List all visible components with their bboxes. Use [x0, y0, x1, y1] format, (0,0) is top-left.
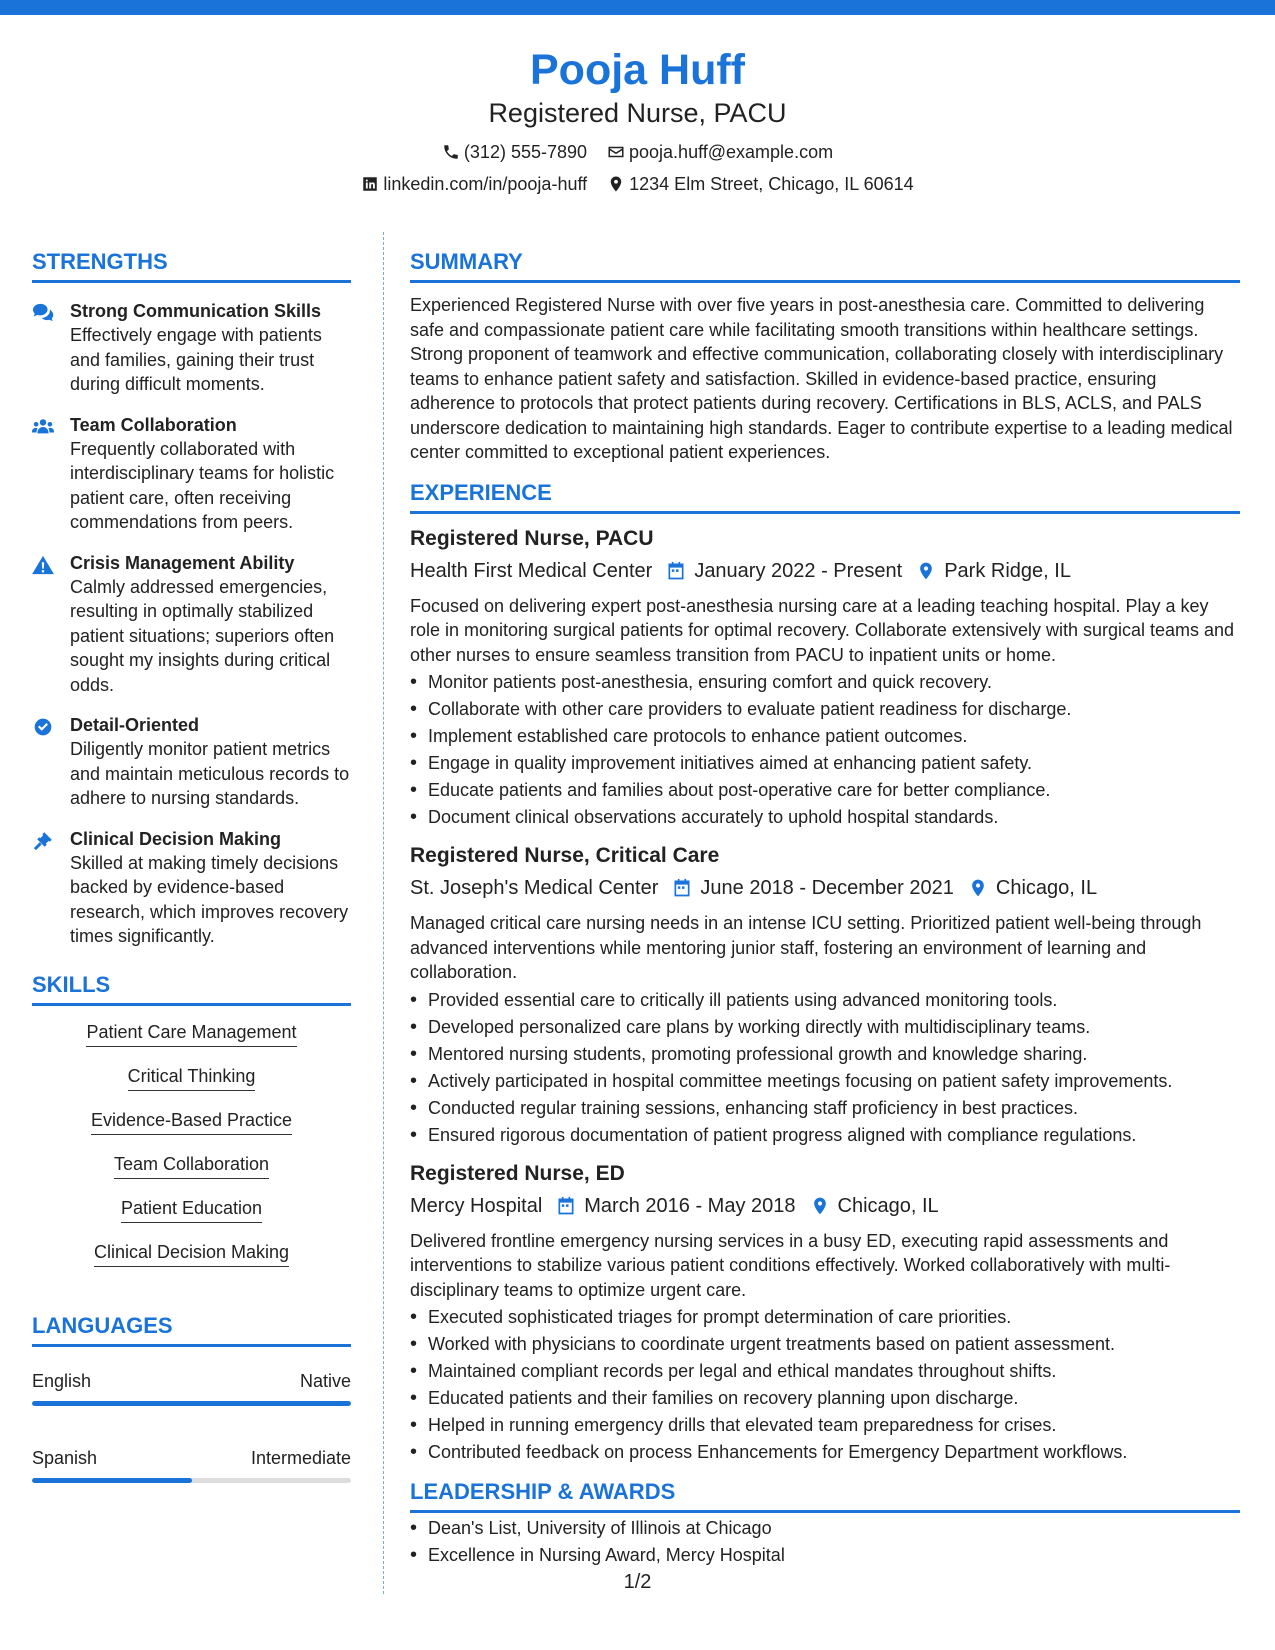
job-title: Registered Nurse, ED [410, 1161, 625, 1185]
top-accent-bar [0, 0, 1275, 15]
skill-tag: Team Collaboration [114, 1152, 269, 1179]
contact-line-2 [0, 172, 1275, 196]
bullet-item: • Document clinical observations accurately to uphold hospital standards. [410, 804, 1240, 831]
strength-text: Diligently monitor patient metrics and maintain meticulous records to adhere to nursing standards. [70, 739, 350, 808]
linkedin-icon [361, 175, 379, 193]
strength-item [32, 413, 351, 535]
strength-heading: Detail-Oriented [70, 715, 200, 735]
skill-tag: Critical Thinking [128, 1064, 256, 1091]
job-company: Health First Medical Center [410, 559, 653, 582]
job-company: St. Joseph's Medical Center [410, 877, 659, 899]
experience-title: EXPERIENCE [410, 479, 1240, 514]
calendar-icon [666, 561, 686, 581]
job-location: Park Ridge, IL [944, 559, 1071, 582]
email-contact[interactable] [607, 140, 833, 164]
job-description: Delivered frontline emergency nursing services in a busy ED, executing rapid assessments and interventions to stabilize various patient conditions effectively. Worked collaboratively with multi-disciplinary teams to optimize urgent care. [410, 1230, 1171, 1300]
phone-icon [442, 143, 460, 161]
contact-line-1 [0, 140, 1275, 164]
skill-tag: Patient Education [121, 1196, 262, 1223]
map-marker-icon [968, 878, 988, 898]
map-marker-icon [607, 175, 625, 193]
candidate-name: Pooja Huff [530, 46, 745, 94]
bullet-item: • Ensured rigorous documentation of patient progress aligned with compliance regulations. [410, 1122, 1240, 1149]
linkedin-contact[interactable] [361, 172, 587, 196]
language-name: English [32, 1370, 92, 1391]
strength-text: Calmly addressed emergencies, resulting in optimally stabilized patient situations; superiors often sought my insights during critical odds. [70, 576, 335, 695]
page-number: 1/2 [623, 1571, 652, 1593]
resume-header [0, 42, 1275, 196]
bullet-item: • Provided essential care to critically ill patients using advanced monitoring tools. [410, 987, 1240, 1014]
job-description: Focused on delivering expert post-anesthesia nursing care at a leading teaching hospital. Play a key role in monitoring surgical patients for optimal recovery. Collaborate extensively with surgical teams and other nurses to ensure seamless transition from PACU to inpatient units or home. [410, 595, 1235, 665]
skills-title: SKILLS [32, 971, 351, 1006]
left-column [32, 248, 351, 1483]
strength-item [32, 551, 351, 698]
right-column [410, 248, 1240, 1569]
bullet-item: • Helped in running emergency drills that elevated team preparedness for crises. [410, 1412, 1240, 1439]
bullet-item: • Monitor patients post-anesthesia, ensuring comfort and quick recovery. [410, 669, 1240, 696]
address-contact [607, 172, 914, 196]
job-bullets [410, 987, 1240, 1149]
bullet-item: • Developed personalized care plans by working directly with multidisciplinary teams. [410, 1014, 1240, 1041]
job-bullets [410, 669, 1240, 831]
language-proficiency-bar [32, 1401, 351, 1406]
language-level: Native [299, 1370, 351, 1391]
email-text: pooja.huff@example.com [629, 142, 834, 162]
phone-text: (312) 555-7890 [463, 142, 588, 162]
job-entry [410, 841, 1240, 1149]
bullet-item: • Actively participated in hospital committee meetings focusing on patient safety improvements. [410, 1068, 1240, 1095]
award-item: • Dean's List, University of Illinois at Chicago [410, 1515, 1240, 1542]
job-dates: March 2016 - May 2018 [584, 1194, 796, 1217]
envelope-icon [607, 143, 625, 161]
bullet-item: • Mentored nursing students, promoting professional growth and knowledge sharing. [410, 1041, 1240, 1068]
job-location: Chicago, IL [837, 1194, 939, 1217]
strength-text: Effectively engage with patients and families, gaining their trust during difficult moments. [70, 325, 322, 394]
users-icon [32, 417, 54, 437]
strength-item [32, 827, 351, 949]
job-location: Chicago, IL [995, 877, 1098, 899]
strength-item [32, 299, 351, 397]
bullet-item: • Engage in quality improvement initiatives aimed at enhancing patient safety. [410, 750, 1240, 777]
language-name: Spanish [32, 1447, 98, 1468]
job-entry [410, 524, 1240, 832]
check-circle-icon [32, 717, 54, 737]
map-marker-icon [916, 561, 936, 581]
bullet-item: • Contributed feedback on process Enhancements for Emergency Department workflows. [410, 1439, 1240, 1466]
skill-tag: Clinical Decision Making [94, 1240, 289, 1267]
comments-icon [32, 303, 54, 323]
awards-list [410, 1515, 1240, 1569]
bullet-item: • Educated patients and their families on recovery planning upon discharge. [410, 1385, 1240, 1412]
strength-heading: Strong Communication Skills [70, 301, 322, 321]
job-entry [410, 1159, 1240, 1467]
gavel-icon [32, 831, 54, 851]
strength-text: Skilled at making timely decisions backed by evidence-based research, which improves recovery times significantly. [70, 852, 349, 946]
language-proficiency-bar [32, 1478, 351, 1483]
strength-heading: Crisis Management Ability [70, 552, 295, 573]
bullet-item: • Conducted regular training sessions, enhancing staff proficiency in best practices. [410, 1095, 1240, 1122]
skills-list [32, 1020, 351, 1284]
skill-tag: Evidence-Based Practice [91, 1108, 292, 1135]
languages-title: LANGUAGES [32, 1312, 351, 1347]
calendar-icon [672, 878, 692, 898]
column-divider [383, 232, 384, 1594]
job-title: Registered Nurse, PACU [410, 526, 654, 550]
award-item: • Excellence in Nursing Award, Mercy Hospital [410, 1542, 1240, 1569]
calendar-icon [556, 1196, 576, 1216]
job-dates: June 2018 - December 2021 [700, 877, 954, 899]
language-proficiency-fill [32, 1401, 351, 1406]
bullet-item: • Collaborate with other care providers to evaluate patient readiness for discharge. [410, 696, 1240, 723]
job-description: Managed critical care nursing needs in an intense ICU setting. Prioritized patient well-being through advanced interventions while mentoring junior staff, fostering an environment of learning and collaboration. [410, 913, 1202, 982]
language-level: Intermediate [250, 1447, 351, 1468]
language-proficiency-fill [32, 1478, 192, 1483]
job-dates: January 2022 - Present [694, 559, 903, 582]
awards-title: LEADERSHIP & AWARDS [410, 1478, 1240, 1513]
language-item [32, 1369, 351, 1406]
strength-heading: Team Collaboration [70, 414, 237, 435]
strength-text: Frequently collaborated with interdisciplinary teams for holistic patient care, often receiving commendations from peers. [70, 438, 335, 532]
bullet-item: • Executed sophisticated triages for prompt determination of care priorities. [410, 1304, 1240, 1331]
skill-tag: Patient Care Management [86, 1020, 296, 1047]
bullet-item: • Educate patients and families about post-operative care for better compliance. [410, 777, 1240, 804]
warning-icon [32, 555, 54, 575]
phone-contact[interactable] [442, 140, 587, 164]
map-marker-icon [810, 1196, 830, 1216]
bullet-item: • Maintained compliant records per legal and ethical mandates throughout shifts. [410, 1358, 1240, 1385]
strength-heading: Clinical Decision Making [70, 828, 282, 849]
linkedin-text: linkedin.com/in/pooja-huff [383, 174, 588, 194]
language-item [32, 1446, 351, 1483]
bullet-item: • Implement established care protocols to enhance patient outcomes. [410, 723, 1240, 750]
summary-text: Experienced Registered Nurse with over five years in post-anesthesia care. Committed to delivering safe and compassionate patient care while facilitating smooth transitions within healthcare settings. Strong proponent of teamwork and effective communication, collaborating closely with interdisciplinary teams to enhance patient safety and satisfaction. Skilled in evidence-based practice, ensuring adherence to protocols that protect patients during recovery. Certifications in BLS, ACLS, and PALS underscore dedication to maintaining high standards. Eager to contribute expertise to a leading medical center committed to exceptional patient experiences. [410, 295, 1233, 462]
strengths-title: STRENGTHS [32, 248, 351, 283]
bullet-item: • Worked with physicians to coordinate urgent treatments based on patient assessment. [410, 1331, 1240, 1358]
candidate-title: Registered Nurse, PACU [488, 98, 787, 128]
summary-title: SUMMARY [410, 248, 1240, 283]
address-text: 1234 Elm Street, Chicago, IL 60614 [629, 174, 914, 194]
job-company: Mercy Hospital [410, 1194, 543, 1217]
strength-item [32, 713, 351, 811]
job-title: Registered Nurse, Critical Care [410, 844, 720, 867]
job-bullets [410, 1304, 1240, 1466]
